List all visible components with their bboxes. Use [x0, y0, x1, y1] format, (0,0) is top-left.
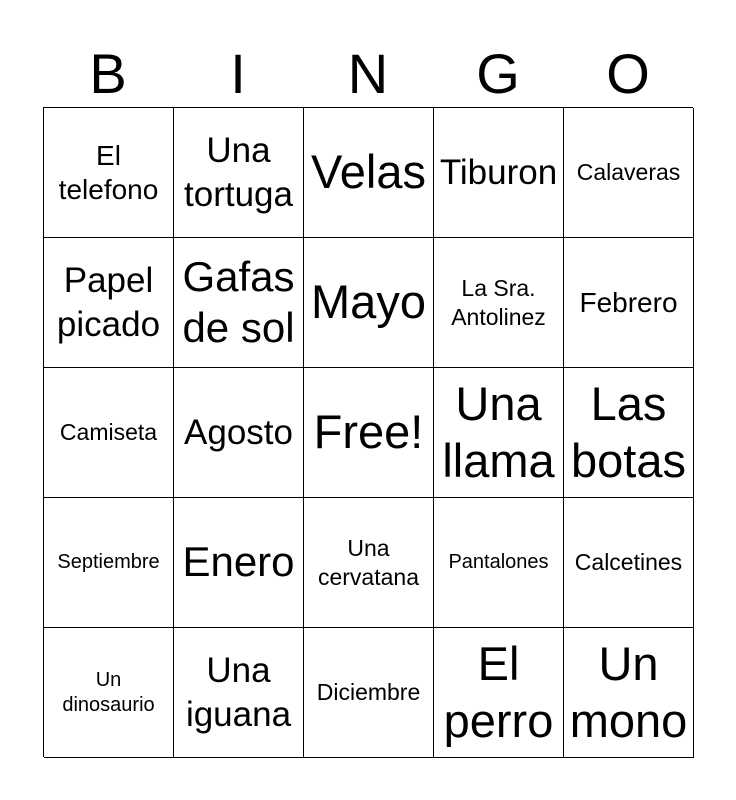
bingo-cell [564, 108, 694, 238]
bingo-grid [43, 107, 693, 757]
cell-text: Una tortuga [184, 130, 293, 214]
header-letter-b: B [89, 42, 127, 105]
cell-text: Free! [313, 405, 424, 459]
bingo-cell [304, 108, 434, 238]
cell-text: Febrero [579, 286, 678, 318]
cell-text: Pantalones [448, 551, 549, 573]
bingo-cell [564, 368, 694, 498]
bingo-cell [304, 628, 434, 758]
bingo-cell [44, 238, 174, 368]
bingo-cell [304, 368, 434, 498]
cell-text: Calaveras [576, 159, 681, 186]
cell-text: La Sra. Antolinez [451, 274, 546, 330]
bingo-cell [174, 108, 304, 238]
cell-text: Calcetines [574, 549, 683, 576]
cell-text: El perro [443, 637, 554, 747]
bingo-cell [174, 628, 304, 758]
bingo-cell [564, 628, 694, 758]
cell-text: El telefono [58, 139, 159, 205]
bingo-cell [564, 238, 694, 368]
bingo-cell [434, 628, 564, 758]
header-letter-i: I [230, 42, 246, 105]
bingo-cell [44, 108, 174, 238]
bingo-cell [44, 368, 174, 498]
cell-text: Septiembre [57, 551, 160, 573]
cell-text: Un dinosaurio [62, 668, 155, 716]
bingo-cell [304, 498, 434, 628]
cell-text: Un mono [569, 637, 688, 747]
cell-text: Una llama [442, 377, 555, 487]
bingo-cell [44, 628, 174, 758]
bingo-cell [434, 108, 564, 238]
cell-text: Una cervatana [317, 534, 419, 590]
cell-text: Velas [311, 145, 426, 199]
cell-text: Gafas de sol [182, 253, 295, 351]
header-letter-g: G [476, 42, 520, 105]
cell-text: Una iguana [185, 650, 292, 734]
cell-text: Mayo [311, 275, 426, 329]
header-letter-o: O [606, 42, 650, 105]
bingo-cell [174, 498, 304, 628]
bingo-cell [434, 498, 564, 628]
bingo-cell [304, 238, 434, 368]
header-letter-n: N [347, 42, 389, 105]
bingo-cell [174, 368, 304, 498]
bingo-header [43, 40, 693, 108]
cell-text: Papel picado [56, 260, 161, 344]
bingo-cell [174, 238, 304, 368]
bingo-cell [434, 238, 564, 368]
bingo-cell [434, 368, 564, 498]
cell-text: Tiburon [439, 152, 558, 192]
bingo-cell [564, 498, 694, 628]
cell-text: Enero [182, 538, 295, 586]
bingo-cell [44, 498, 174, 628]
cell-text: Diciembre [316, 679, 421, 706]
cell-text: Agosto [184, 412, 293, 452]
cell-text: Camiseta [59, 419, 158, 446]
cell-text: Las botas [571, 377, 686, 487]
